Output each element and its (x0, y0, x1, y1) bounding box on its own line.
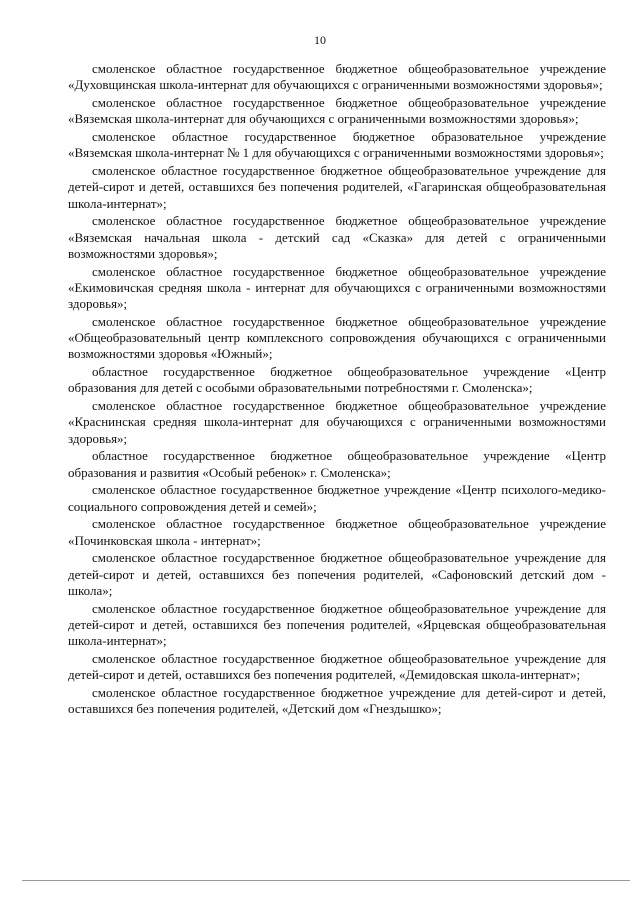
document-body (68, 61, 606, 719)
list-item: смоленское областное государственное бюджетное общеобразовательное учреждение «Краснинская средняя школа-интернат для обучающихся с ограниченными возможностями здоровья»; (68, 398, 606, 446)
list-item: смоленское областное государственное бюджетное общеобразовательное учреждение «Починковская школа - интернат»; (68, 516, 606, 548)
list-item: смоленское областное государственное бюджетное общеобразовательное учреждение «Общеобразовательный центр комплексного сопровождения обучающихся с ограниченными возможностями здоровья «Южный»; (68, 313, 606, 362)
list-item: смоленское областное государственное бюджетное общеобразовательное учреждение «Вяземская начальная школа - детский сад «Сказка» для детей с ограниченными возможностями здоровья»; (68, 213, 606, 261)
list-item: смоленское областное государственное бюджетное учреждение для детей-сирот и детей, оставшихся без попечения родителей, «Детский дом «Гнездышко»; (68, 684, 606, 717)
page-number: 10 (314, 33, 326, 47)
list-item: смоленское областное государственное бюджетное образовательное учреждение «Вяземская школа-интернат № 1 для обучающихся с ограниченными возможностями здоровья»; (68, 128, 606, 161)
bottom-divider (22, 880, 630, 881)
list-item: смоленское областное государственное бюджетное общеобразовательное учреждение для детей-сирот и детей, оставшихся без попечения родителей, «Сафоновский детский дом - школа»; (68, 550, 606, 598)
list-item: смоленское областное государственное бюджетное общеобразовательное учреждение для детей-сирот и детей, оставшихся без попечения родителей, «Демидовская школа-интернат»; (68, 650, 606, 683)
list-item: смоленское областное государственное бюджетное общеобразовательное учреждение «Духовщинская школа-интернат для обучающихся с ограниченными возможностями здоровья»; (68, 61, 606, 93)
list-item: смоленское областное государственное бюджетное общеобразовательное учреждение для детей-сирот и детей, оставшихся без попечения родителей, «Ярцевская общеобразовательная школа-интернат»; (68, 600, 606, 649)
list-item: смоленское областное государственное бюджетное учреждение «Центр психолого-медико-социального сопровождения детей и семей»; (68, 482, 606, 514)
list-item: смоленское областное государственное бюджетное общеобразовательное учреждение «Екимовичская средняя школа - интернат для обучающихся с ограниченными возможностями здоровья»; (68, 263, 606, 312)
list-item: смоленское областное государственное бюджетное общеобразовательное учреждение «Вяземская школа-интернат для обучающихся с ограниченными возможностями здоровья»; (68, 94, 606, 127)
list-item: смоленское областное государственное бюджетное общеобразовательное учреждение для детей-сирот и детей, оставшихся без попечения родителей, «Гагаринская общеобразовательная школа-интернат»; (68, 162, 606, 211)
list-item: областное государственное бюджетное общеобразовательное учреждение «Центр образования и развития «Особый ребенок» г. Смоленска»; (68, 448, 606, 480)
list-item: областное государственное бюджетное общеобразовательное учреждение «Центр образования для детей с особыми образовательными потребностями г. Смоленска»; (68, 364, 606, 396)
